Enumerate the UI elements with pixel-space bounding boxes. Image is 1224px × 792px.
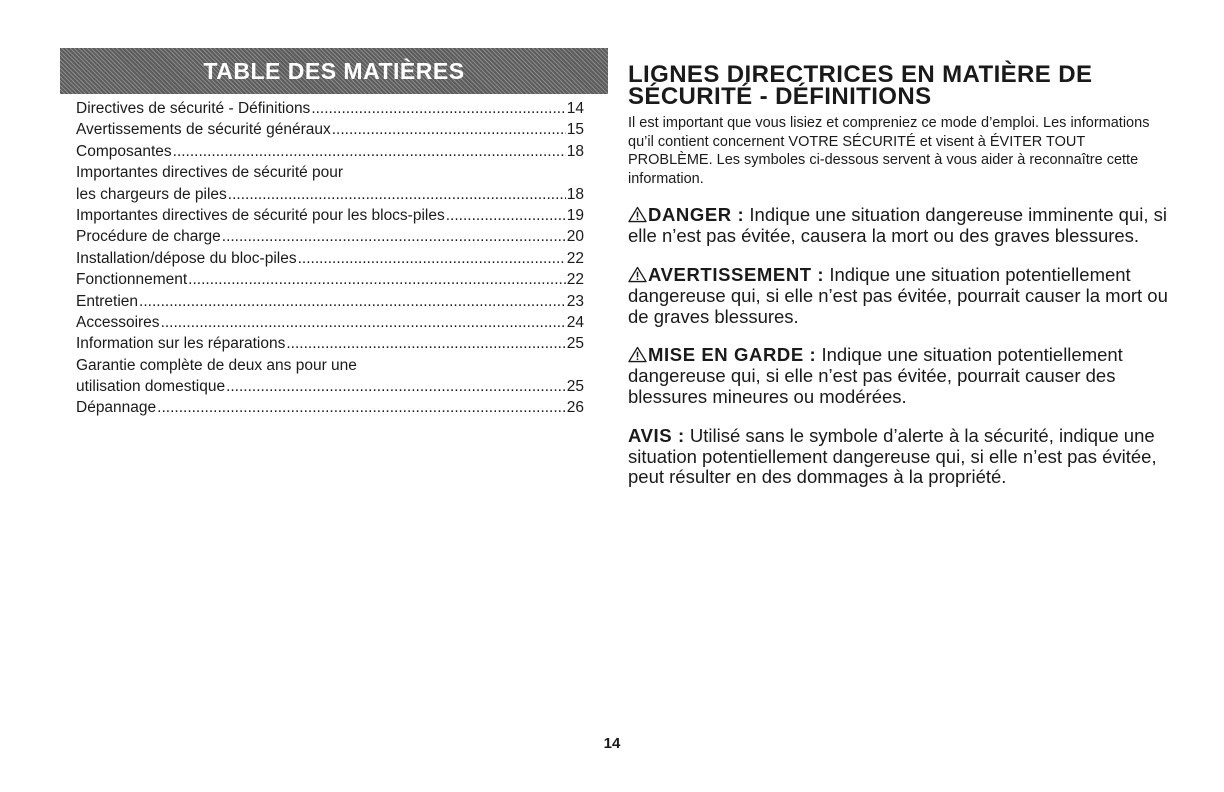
toc-entry-line — [76, 98, 584, 119]
toc-entry — [76, 205, 584, 226]
toc-entry-page: 15 — [566, 121, 584, 139]
caution-text: Indique une situation potentiellement dangereuse qui, si elle n’est pas évitée, pourrait causer des blessures mineures ou modérées. — [628, 344, 1123, 407]
toc-dot-leader — [298, 248, 566, 269]
toc-entry-title: utilisation domestique — [76, 378, 226, 396]
toc-dot-leader — [157, 397, 566, 418]
toc-entry-page: 25 — [566, 335, 584, 353]
caution-label: MISE EN GARDE : — [648, 344, 817, 366]
toc-entry — [76, 269, 584, 290]
toc-entry-page: 14 — [566, 100, 584, 117]
toc-entry-line — [76, 162, 584, 183]
safety-heading-line-2: SÉCURITÉ - DÉFINITIONS — [628, 83, 932, 110]
toc-dot-leader — [139, 291, 566, 312]
toc-entry-title: Installation/dépose du bloc-piles — [76, 249, 297, 267]
toc-entry — [76, 333, 584, 354]
danger-label: DANGER : — [648, 204, 745, 226]
warning-triangle-icon — [628, 206, 647, 223]
warning-label: AVERTISSEMENT : — [648, 263, 825, 285]
warning-definition — [628, 265, 1168, 327]
toc-entry-line — [76, 205, 584, 226]
toc-dot-leader — [311, 98, 565, 119]
toc-entry-line — [76, 269, 584, 290]
toc-entry-line — [76, 376, 584, 397]
warning-triangle-icon — [628, 346, 647, 363]
toc-entry — [76, 98, 584, 119]
toc-entry-page: 20 — [566, 228, 584, 246]
warning-text: Indique une situation potentiellement dangereuse qui, si elle n’est pas évitée, pourrait causer la mort ou de graves blessures. — [628, 263, 1168, 327]
toc-entry-page: 25 — [566, 378, 584, 396]
toc-entry-title: Information sur les réparations — [76, 335, 286, 353]
toc-entry-page: 18 — [566, 185, 584, 203]
toc-dot-leader — [188, 269, 566, 290]
toc-entry-page: 22 — [566, 271, 584, 289]
toc-entry — [76, 119, 584, 140]
notice-label: AVIS : — [628, 424, 685, 446]
toc-entry-line — [76, 141, 584, 162]
toc-entry-title: Entretien — [76, 292, 139, 310]
toc-entry-page: 19 — [566, 206, 584, 224]
toc-entry-page: 23 — [566, 292, 584, 310]
toc-entry-page: 18 — [566, 142, 584, 160]
toc-dot-leader — [161, 312, 566, 333]
toc-entry — [76, 355, 584, 398]
toc-entry-title: Importantes directives de sécurité pour — [76, 164, 344, 182]
toc-entry-title: Directives de sécurité - Définitions — [76, 100, 311, 117]
notice-text: Utilisé sans le symbole d’alerte à la sécurité, indique une situation potentiellement dangereuse qui, si elle n’est pas évitée, peut résulter en des dommages à la propriété. — [628, 424, 1157, 488]
toc-entry-line — [76, 119, 584, 140]
danger-text: Indique une situation dangereuse imminente qui, si elle n’est pas évitée, causera la mort ou des graves blessures. — [628, 204, 1167, 247]
notice-definition — [628, 426, 1168, 488]
toc-entry — [76, 312, 584, 333]
toc-list — [76, 98, 584, 419]
toc-entry-title: Fonctionnement — [76, 271, 188, 289]
safety-intro: Il est important que vous lisiez et compreniez ce mode d’emploi. Les informations qu’il contient concernent VOTRE SÉCURITÉ et visent à ÉVITER TOUT PROBLÈME. Les symboles ci-dessous servent à vous aider à reconnaître cette information. — [628, 115, 1150, 187]
toc-banner — [60, 48, 608, 94]
toc-entry — [76, 162, 584, 205]
toc-dot-leader — [226, 376, 566, 397]
toc-entry-page: 22 — [566, 249, 584, 267]
toc-entry — [76, 291, 584, 312]
caution-definition — [628, 345, 1168, 407]
toc-dot-leader — [228, 184, 566, 205]
toc-title: TABLE DES MATIÈRES — [203, 57, 465, 84]
toc-entry-line — [76, 355, 584, 376]
toc-entry-line — [76, 397, 584, 418]
toc-entry-title: Garantie complète de deux ans pour une — [76, 356, 357, 374]
toc-entry — [76, 397, 584, 418]
toc-entry-line — [76, 248, 584, 269]
toc-entry-title: Dépannage — [76, 399, 157, 417]
toc-entry-title: les chargeurs de piles — [76, 185, 227, 203]
toc-dot-leader — [222, 226, 566, 247]
toc-entry-line — [76, 184, 584, 205]
toc-entry-line — [76, 312, 584, 333]
safety-section — [628, 61, 1168, 488]
toc-dot-leader — [332, 119, 566, 140]
toc-entry-line — [76, 226, 584, 247]
toc-entry-title: Procédure de charge — [76, 228, 221, 246]
safety-heading — [628, 61, 1168, 110]
toc-entry-page: 26 — [566, 399, 584, 417]
toc-entry — [76, 141, 584, 162]
toc-dot-leader — [446, 205, 566, 226]
safety-heading-line-1: LIGNES DIRECTRICES EN MATIÈRE DE — [628, 61, 1093, 88]
toc-entry-line — [76, 333, 584, 354]
toc-entry-title: Accessoires — [76, 313, 160, 331]
toc-dot-leader — [173, 141, 566, 162]
toc-entry-title: Composantes — [76, 142, 172, 160]
toc-dot-leader — [286, 333, 565, 354]
toc-entry-page: 24 — [566, 313, 584, 331]
toc-entry — [76, 226, 584, 247]
danger-definition — [628, 205, 1168, 247]
warning-triangle-icon — [628, 266, 647, 283]
toc-entry-title: Avertissements de sécurité généraux — [76, 121, 331, 139]
toc-entry-line — [76, 291, 584, 312]
toc-entry-title: Importantes directives de sécurité pour les blocs-piles — [76, 206, 445, 224]
toc-entry — [76, 248, 584, 269]
page-number: 14 — [603, 735, 621, 752]
